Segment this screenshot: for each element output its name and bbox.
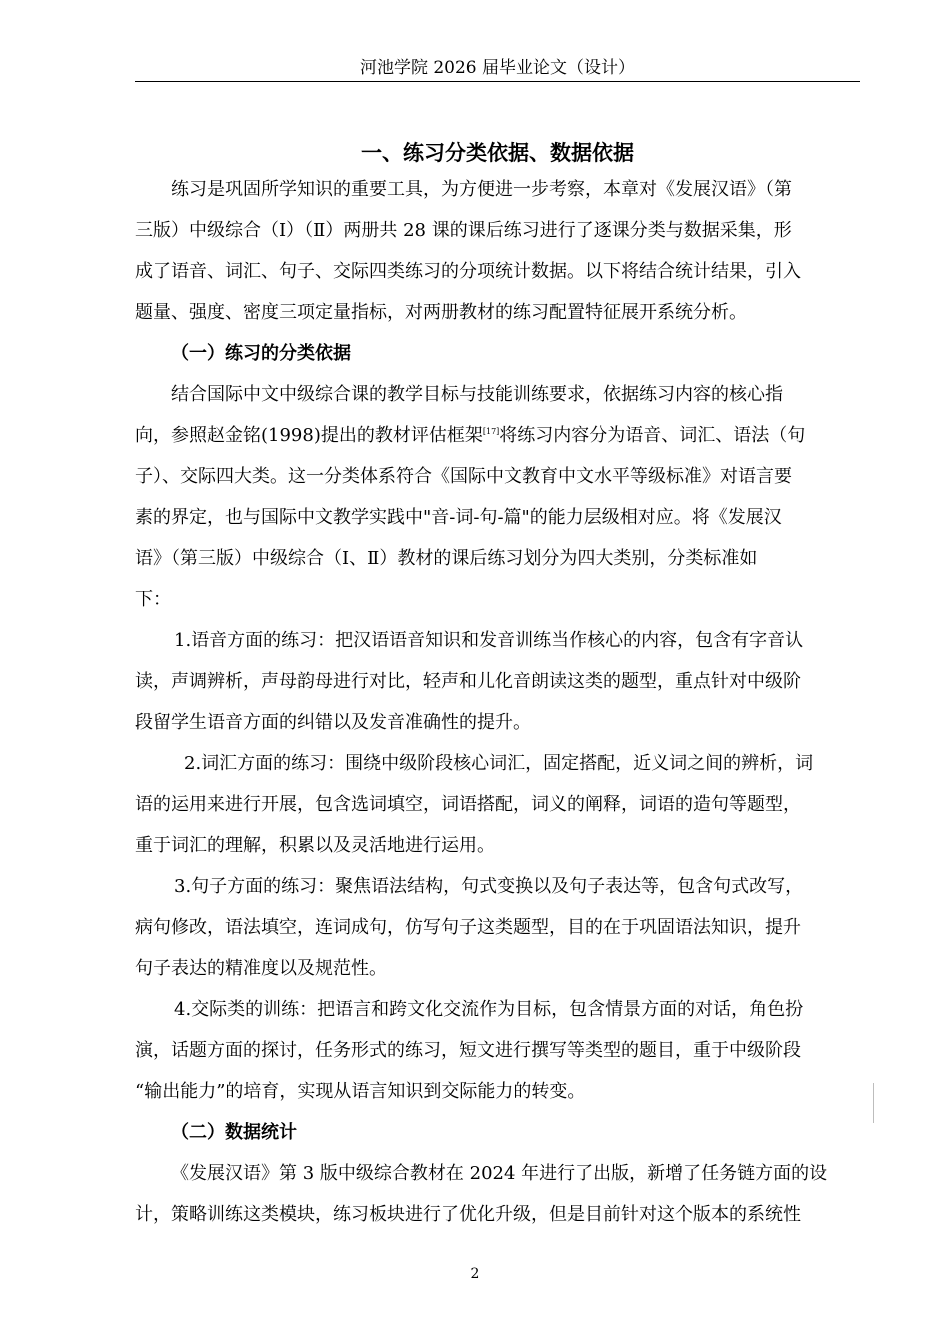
body-line: 语》（第三版）中级综合（Ⅰ、Ⅱ）教材的课后练习划分为四大类别，分类标准如: [135, 548, 758, 569]
body-text: 将练习内容分为语音、词汇、语法（句: [499, 425, 806, 446]
citation-ref: [17]: [482, 427, 500, 436]
body-line: 练习是巩固所学知识的重要工具，为方便进一步考察，本章对《发展汉语》（第: [171, 179, 792, 200]
list-item-line: 病句修改，语法填空，连词成句，仿写句子这类题型，目的在于巩固语法知识，提升: [135, 917, 801, 938]
body-line: 《发展汉语》第 3 版中级综合教材在 2024 年进行了出版，新增了任务链方面的设: [171, 1163, 828, 1184]
section-heading: （一）练习的分类依据: [171, 343, 351, 364]
body-line: 素的界定，也与国际中文教学实践中"音-词-句-篇"的能力层级相对应。将《发展汉: [135, 507, 782, 528]
section-heading: （二）数据统计: [171, 1122, 297, 1143]
list-item-line: 2.词汇方面的练习：围绕中级阶段核心词汇，固定搭配，近义词之间的辨析，词: [184, 753, 814, 774]
list-item-line: 4.交际类的训练：把语言和跨文化交流作为目标，包含情景方面的对话，角色扮: [174, 999, 804, 1020]
body-text: 向，参照赵金铭(1998)提出的教材评估框架: [135, 425, 483, 446]
body-line: 三版）中级综合（Ⅰ）（Ⅱ）两册共 28 课的课后练习进行了逐课分类与数据采集，形: [135, 220, 792, 241]
page-header: 河池学院 2026 届毕业论文（设计）: [359, 58, 636, 78]
list-item-line: 语的运用来进行开展，包含选词填空，词语搭配，词义的阐释，词语的造句等题型，: [135, 794, 801, 815]
list-item-line: 3.句子方面的练习：聚焦语法结构，句式变换以及句子表达等，包含句式改写，: [174, 876, 804, 897]
list-item-line: 段留学生语音方面的纠错以及发音准确性的提升。: [135, 712, 531, 733]
body-line: 成了语音、词汇、句子、交际四类练习的分项统计数据。以下将结合统计结果，引入: [135, 261, 801, 282]
list-item-line: “输出能力”的培育，实现从语言知识到交际能力的转变。: [135, 1081, 586, 1102]
body-line: 计，策略训练这类模块，练习板块进行了优化升级，但是目前针对这个版本的系统性: [135, 1204, 801, 1225]
body-line: 子）、交际四大类。这一分类体系符合《国际中文教育中文水平等级标准》对语言要: [135, 466, 792, 487]
body-line: 题量、强度、密度三项定量指标，对两册教材的练习配置特征展开系统分析。: [135, 302, 747, 323]
list-item-line: 1.语音方面的练习：把汉语语音知识和发音训练当作核心的内容，包含有字音认: [174, 630, 804, 651]
margin-mark: [873, 1083, 874, 1123]
header-rule: [135, 81, 860, 82]
list-item-line: 句子表达的精准度以及规范性。: [135, 958, 387, 979]
chapter-title: 一、练习分类依据、数据依据: [361, 141, 634, 165]
body-line: 下：: [135, 589, 171, 610]
list-item-line: 读，声调辨析，声母韵母进行对比，轻声和儿化音朗读这类的题型，重点针对中级阶: [135, 671, 801, 692]
page-number: 2: [470, 1266, 480, 1282]
list-item-line: 重于词汇的理解，积累以及灵活地进行运用。: [135, 835, 495, 856]
body-line: [135, 425, 805, 447]
list-item-line: 演，话题方面的探讨，任务形式的练习，短文进行撰写等类型的题目，重于中级阶段: [135, 1040, 801, 1061]
body-line: 结合国际中文中级综合课的教学目标与技能训练要求，依据练习内容的核心指: [171, 384, 783, 405]
